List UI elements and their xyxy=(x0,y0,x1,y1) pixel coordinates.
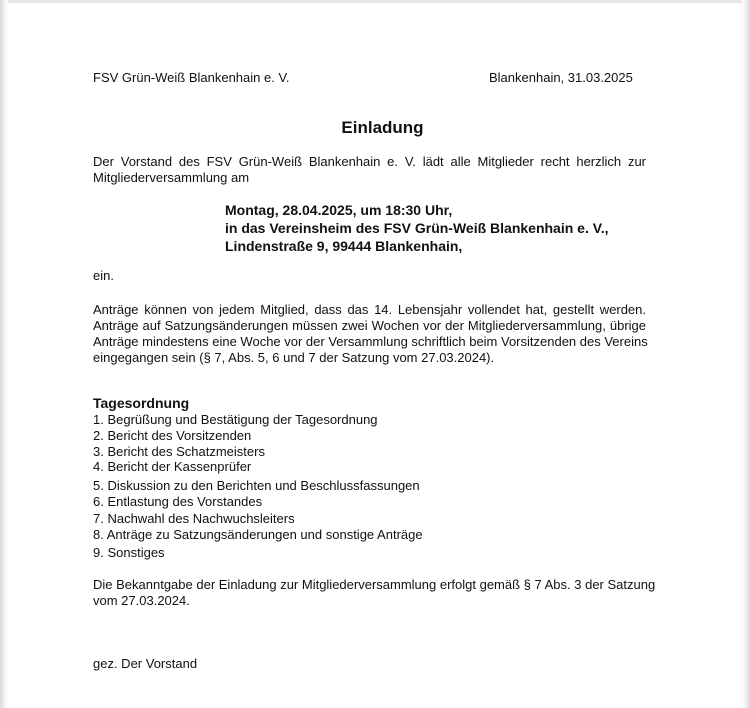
page-edge-left xyxy=(0,0,8,708)
agenda-heading: Tagesordnung xyxy=(93,395,190,411)
motions-line-1: Anträge können von jedem Mitglied, dass das 14. Lebensjahr vollendet hat, gestellt werden. xyxy=(93,302,646,317)
meeting-details xyxy=(225,201,609,255)
agenda-item: 9. Sonstiges xyxy=(93,545,165,560)
announcement-paragraph xyxy=(93,577,656,609)
page-edge-top xyxy=(0,0,750,3)
meeting-venue: in das Vereinsheim des FSV Grün-Weiß Blankenhain e. V., xyxy=(225,220,609,236)
closing-word: ein. xyxy=(93,268,114,283)
agenda-item: 4. Bericht der Kassenprüfer xyxy=(93,459,252,474)
intro-line-2: Mitgliederversammlung am xyxy=(93,170,250,185)
place-date: Blankenhain, 31.03.2025 xyxy=(489,70,633,85)
signature: gez. Der Vorstand xyxy=(93,656,198,671)
agenda-item: 3. Bericht des Schatzmeisters xyxy=(93,444,265,459)
agenda-item: 7. Nachwahl des Nachwuchsleiters xyxy=(93,511,295,526)
page-edge-right xyxy=(742,0,750,708)
motions-line-4: eingegangen sein (§ 7, Abs. 5, 6 und 7 der Satzung vom 27.03.2024). xyxy=(93,350,495,365)
meeting-address: Lindenstraße 9, 99444 Blankenhain, xyxy=(225,238,463,254)
announcement-line-1: Die Bekanntgabe der Einladung zur Mitgliederversammlung erfolgt gemäß § 7 Abs. 3 der Satzung xyxy=(93,577,656,592)
agenda-item: 1. Begrüßung und Bestätigung der Tagesordnung xyxy=(93,412,378,427)
announcement-line-2: vom 27.03.2024. xyxy=(93,593,190,608)
agenda-item: 2. Bericht des Vorsitzenden xyxy=(93,428,252,443)
agenda-item: 5. Diskussion zu den Berichten und Beschlussfassungen xyxy=(93,478,420,493)
sender-name: FSV Grün-Weiß Blankenhain e. V. xyxy=(93,70,290,85)
meeting-date-time: Montag, 28.04.2025, um 18:30 Uhr, xyxy=(225,202,453,218)
intro-line-1: Der Vorstand des FSV Grün-Weiß Blankenhain e. V. lädt alle Mitglieder recht herzlich zur xyxy=(93,154,646,169)
motions-line-3: Anträge mindestens eine Woche vor der Versammlung schriftlich beim Vorsitzenden des Vereins xyxy=(93,334,648,349)
motions-line-2: Anträge auf Satzungsänderungen müssen zwei Wochen vor der Mitgliederversammlung, übrige xyxy=(93,318,646,333)
agenda-item: 6. Entlastung des Vorstandes xyxy=(93,494,263,509)
intro-paragraph xyxy=(93,154,646,186)
document-title: Einladung xyxy=(341,118,424,137)
motions-paragraph xyxy=(93,302,646,366)
agenda-item: 8. Anträge zu Satzungsänderungen und sonstige Anträge xyxy=(93,527,423,542)
